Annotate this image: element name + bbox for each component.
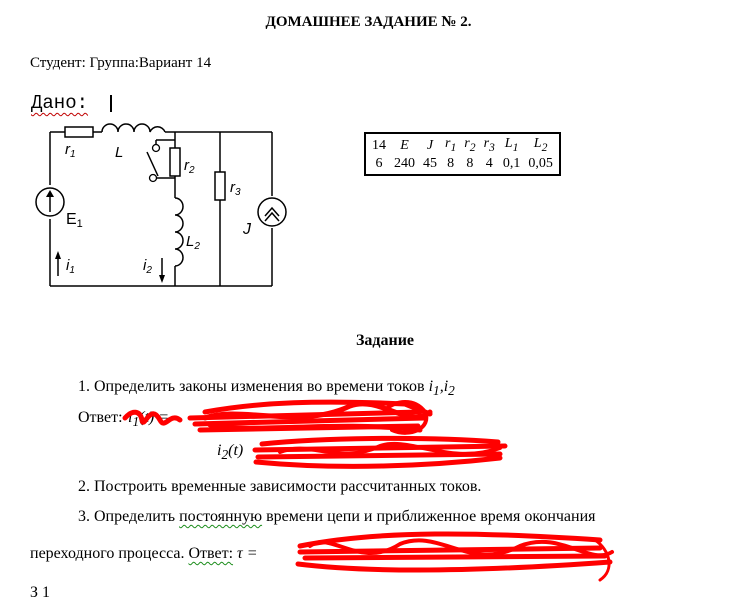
formula-tau: τ =: [237, 545, 258, 562]
param-value: 0,05: [528, 155, 553, 171]
document-title: ДОМАШНЕЕ ЗАДАНИЕ № 2.: [265, 14, 472, 30]
formula-i2: $i_2(t)$: [217, 442, 244, 463]
param-value: 240: [394, 155, 415, 171]
label-r3: $r_3$: [230, 179, 241, 198]
task-item-2: 2. Построить временные зависимости рассчитанных токов.: [78, 478, 482, 495]
text-cursor: [110, 95, 112, 112]
param-value: 8: [466, 155, 474, 171]
label-j: J: [243, 221, 251, 238]
param-value: 8: [447, 155, 455, 171]
student-line: Студент: Группа:Вариант 14: [30, 55, 212, 71]
next-line-partial: З 1: [30, 584, 51, 601]
label-l2: $L_2$: [186, 233, 200, 252]
param-value: 0,1: [502, 155, 521, 171]
inductor-l2: [175, 198, 183, 266]
inductor-l: [102, 124, 165, 132]
switch-contact-top: [153, 145, 160, 152]
resistor-r2: [170, 148, 180, 176]
param-value: 45: [423, 155, 437, 171]
param-header: $r_3$: [483, 136, 495, 154]
task-item-1-currents: $i_1,i_2$: [428, 378, 455, 399]
label-r2: $r_2$: [184, 157, 195, 176]
param-header: $r_2$: [464, 136, 476, 154]
label-r1: $r_1$: [65, 141, 76, 160]
label-e1: E1: [66, 211, 83, 230]
task-item-3-wavy-word: постоянную: [179, 508, 263, 525]
param-header: E: [400, 137, 409, 153]
task-item-3: 3. Определить постоянную времени цепи и приближенное время окончания: [78, 508, 596, 525]
param-header: J: [426, 137, 434, 153]
param-header: $r_1$: [445, 136, 457, 154]
parameters-table: [364, 132, 561, 176]
answer-1-label: Ответ:: [78, 409, 123, 426]
task-heading: Задание: [355, 332, 415, 349]
resistor-r1: [65, 127, 93, 137]
task-item-3-continued: переходного процесса. Ответ: τ =: [30, 545, 258, 562]
task-item-1: [78, 378, 455, 399]
param-header: $L_2$: [533, 136, 548, 154]
label-i1: $i_1$: [66, 257, 75, 276]
formula-i1: $i_1(t)$ =: [128, 409, 170, 430]
label-i2: $i_2$: [143, 257, 152, 276]
param-value: 6: [375, 155, 383, 171]
parameters-value-row: [368, 156, 557, 172]
label-l: L: [115, 144, 124, 161]
param-header: 14: [372, 137, 386, 153]
switch-contact-bottom: [150, 175, 157, 182]
given-label: Дано:: [31, 92, 89, 114]
answer-3-label: Ответ:: [188, 545, 234, 562]
param-header: $L_1$: [504, 136, 519, 154]
parameters-header-row: [368, 136, 557, 156]
task-item-1-text: 1. Определить законы изменения во времени токов: [78, 378, 425, 395]
circuit-diagram: [0, 120, 300, 292]
resistor-r3: [215, 172, 225, 200]
param-value: 4: [485, 155, 493, 171]
